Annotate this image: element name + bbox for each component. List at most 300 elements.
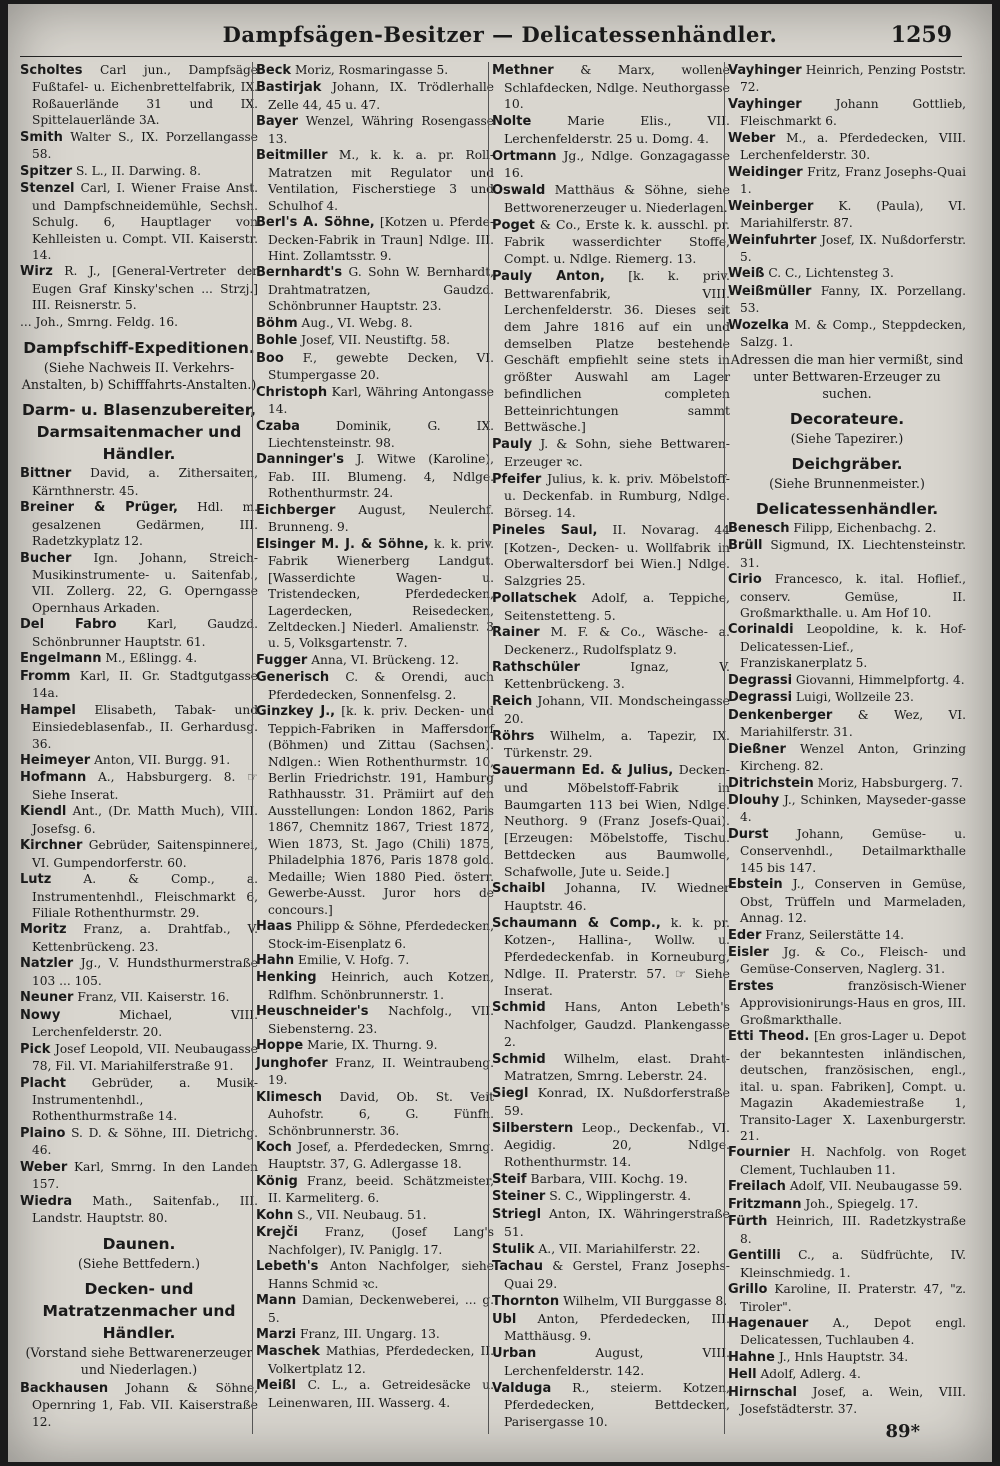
directory-entry [492, 436, 730, 470]
entry-name: Weidinger [728, 164, 803, 180]
entry-text: Anton, Pferdedecken, III. Matthäusg. 9. [504, 1310, 730, 1344]
entry-text: Carl, I. Wiener Fraise Anst. und Dampfschneidemühle, Sechsh. Schulg. 6, Hauptlager von Kehlleisten u. Compt. VII. Kaiserstr. 14. [32, 181, 259, 262]
directory-entry [20, 550, 258, 617]
entry-text: Moriz, Rosmaringasse 5. [294, 63, 449, 77]
directory-entry [256, 113, 494, 147]
entry-text: Josef Leopold, VII. Neubaugasse 78, Fil. VI. Mariahilferstraße 91. [32, 1041, 258, 1074]
directory-entry [492, 1293, 730, 1311]
entry-name: Wirz [20, 264, 53, 280]
entry-name: Kiendl [20, 804, 67, 820]
directory-entry [20, 803, 258, 837]
directory-entry [728, 198, 966, 232]
entry-name: Bittner [20, 466, 72, 482]
entry-name: Del Fabro [20, 617, 117, 633]
entry-name: Schaumann & Comp., [492, 915, 661, 931]
cross-reference-note: (Vorstand siehe Bettwarenerzeuger und Niederlagen.) [25, 1344, 253, 1377]
directory-entry [256, 1343, 494, 1377]
entry-name: Freilach [728, 1179, 786, 1195]
entry-text: Luigi, Wollzeile 23. [795, 690, 914, 705]
entry-name: Corinaldi [728, 622, 794, 638]
entry-text: [En gros-Lager u. Depot der bekanntesten inländischen, deutschen, französischen, engl., ital. u. span. Fabriken], Compt. u. Magazin Akademiestraße 1, Transito-Lager X. Laxenburgerstr. 21. [740, 1029, 967, 1144]
entry-text: R., steierm. Kotzen, Pferdedecken, Bettdecken, Parisergasse 10. [504, 1379, 730, 1430]
entry-name: Hahn [256, 953, 295, 969]
entry-text: II. Novarag. 44 [Kotzen-, Decken- u. Wollfabrik in Oberwaltersdorf bei Wien.] Ndlge. Salzgries 25. [504, 521, 730, 589]
directory-entry [728, 826, 966, 876]
entry-name: Hofmann [20, 770, 87, 786]
entry-name: Berl's A. Söhne, [256, 215, 375, 231]
directory-entry [728, 520, 966, 537]
entry-name: Dlouhy [728, 792, 780, 808]
entry-text: Johann, IX. Trödlerhalle Zelle 44, 45 u. 47. [268, 80, 494, 112]
directory-entry [728, 1028, 966, 1144]
entry-text: Anton, VII. Burgg. 91. [94, 752, 231, 767]
directory-entry [492, 1311, 730, 1345]
entry-name: Placht [20, 1075, 66, 1091]
entry-name: Erstes [728, 978, 774, 994]
entry-name: Nolte [492, 114, 532, 130]
signature-mark: 89* [885, 1421, 920, 1442]
entry-name: Maschek [256, 1344, 320, 1360]
entry-name: Rathschüler [492, 659, 580, 675]
directory-entry [20, 702, 258, 752]
entry-text: Johanna, IV. Wiedner Hauptstr. 46. [504, 880, 730, 913]
entry-name: Elsinger M. J. & Söhne, [256, 536, 429, 552]
directory-entry [492, 762, 730, 880]
entry-text: & Gerstel, Franz Josephs-Quai 29. [504, 1258, 730, 1292]
entry-name: Haas [256, 919, 293, 935]
entry-text: Ignaz, V. Kettenbrückeng. 3. [504, 658, 730, 692]
entry-name: Neuner [20, 990, 74, 1006]
entry-name: Eder [728, 927, 762, 943]
directory-entry [256, 1207, 494, 1224]
entry-name: Poget [492, 217, 535, 233]
entry-name: Beck [256, 63, 292, 78]
entry-text: S. C., Wipplingerstr. 4. [549, 1188, 692, 1204]
directory-entry [20, 1193, 258, 1227]
directory-entry [20, 1041, 258, 1075]
entry-text: J., Conserven in Gemüse, Obst, Trüffeln und Marmeladen, Annag. 12. [740, 877, 966, 926]
directory-entry [20, 616, 258, 650]
directory-entry [728, 571, 966, 621]
entry-text: Gebrüder, Saitenspinnerei, VI. Gumpendorferstr. 60. [32, 838, 258, 870]
entry-text: Heinrich, auch Kotzen, Rdlfhm. Schönbrunnerstr. 1. [268, 970, 494, 1002]
entry-text: Joh., Spiegelg. 17. [805, 1196, 919, 1211]
directory-entry [256, 1055, 494, 1089]
directory-entry [492, 1258, 730, 1292]
entry-name: Pick [20, 1041, 51, 1057]
entry-text: M., a. Pferdedecken, VIII. Lerchenfelderstr. 30. [740, 130, 966, 163]
directory-entry [728, 927, 966, 944]
section-heading: Deichgräber. [791, 454, 903, 473]
entry-text: Karl, Gaudzd. Schönbrunner Hauptstr. 61. [32, 617, 258, 649]
directory-entry [492, 268, 730, 436]
directory-entry [728, 1196, 966, 1213]
entry-name: Gentilli [728, 1248, 781, 1264]
entry-name: Bernhardt's [256, 265, 343, 281]
entry-name: Degrassi [728, 690, 793, 706]
cross-reference-note: (Siehe Nachweis II. Verkehrs-Anstalten, b) Schifffahrts-Anstalten.) [21, 360, 257, 393]
directory-entry [728, 707, 966, 741]
entry-name: Fugger [256, 652, 308, 668]
entry-text: Anton, IX. Währingerstraße 51. [504, 1206, 730, 1239]
directory-entry [256, 1377, 494, 1411]
header-rule [20, 56, 962, 57]
entry-name: Oswald [492, 183, 546, 199]
directory-entry [256, 1173, 494, 1207]
entry-name: Hahne [728, 1349, 775, 1365]
directory-entry [20, 1007, 258, 1041]
entry-text: Ant., (Dr. Matth Much), VIII. Josefsg. 6. [32, 804, 258, 836]
entry-text: K. (Paula), VI. Mariahilferstr. 87. [740, 198, 966, 231]
entry-text: G. Sohn W. Bernhardt, Drahtmatratzen, Gaudzd. Schönbrunner Hauptstr. 23. [268, 265, 495, 314]
entry-text: Francesco, k. ital. Hoflief., conserv. Gemüse, II. Großmarkthalle. u. Am Hof 10. [740, 572, 966, 620]
entry-name: Vayhinger [728, 63, 802, 78]
directory-entry [492, 659, 730, 693]
directory-entry [728, 317, 966, 351]
entry-text: Karl, II. Gr. Stadtgutgasse 14a. [32, 668, 259, 701]
directory-entry [728, 1247, 966, 1281]
entry-text: Jg., V. Hundsthurmerstraße 103 ... 105. [32, 956, 259, 988]
directory-entry [492, 1188, 730, 1206]
entry-text: Ign. Johann, Streich-Musikinstrumente- u. Saitenfab., VII. Zollerg. 22, G. Operngasse Opernhaus Arkaden. [32, 550, 258, 615]
column-divider [724, 62, 725, 1434]
entry-name: Hoppe [256, 1038, 304, 1054]
entry-name: Ubl [492, 1311, 517, 1327]
entry-name: Vayhinger [728, 96, 802, 112]
directory-entry [728, 130, 966, 164]
entry-name: Reich [492, 694, 533, 710]
directory-entry [256, 350, 494, 384]
entry-name: Heuschneider's [256, 1004, 369, 1020]
entry-name: Mann [256, 1293, 297, 1309]
entry-name: Heimeyer [20, 752, 91, 768]
entry-name: Bastirjak [256, 80, 322, 96]
entry-name: Klimesch [256, 1089, 323, 1105]
entry-text: Giovanni, Himmelpfortg. 4. [795, 672, 965, 687]
entry-name: Lutz [20, 872, 52, 888]
directory-entry [256, 451, 494, 501]
entry-text: Wilhelm, elast. Draht-Matratzen, Smrng. Leberstr. 24. [504, 1050, 730, 1084]
directory-entry [20, 837, 258, 871]
entry-name: Böhm [256, 315, 298, 331]
entry-name: Bayer [256, 114, 298, 130]
section-heading: Darm- u. Blasenzubereiter, Darmsaitenmacher und Händler. [22, 401, 256, 464]
directory-entry [20, 314, 258, 331]
entry-name: Moritz [20, 922, 67, 938]
directory-entry [20, 129, 258, 163]
cross-reference-note: (Siehe Brunnenmeister.) [769, 475, 925, 491]
directory-entry [728, 876, 966, 926]
entry-text: Josef, a. Pferdedecken, Smrng. Hauptstr. 37, G. Adlergasse 18. [268, 1140, 494, 1172]
directory-entry [256, 1258, 494, 1292]
entry-text: David, Ob. St. Veit Auhofstr. 6, G. Fünfh. Schönbrunnerstr. 36. [268, 1089, 494, 1138]
entry-text: M. F. & Co., Wäsche- a. Deckenerz., Rudolfsplatz 9. [504, 624, 730, 657]
directory-entry [728, 672, 966, 689]
entry-name: Stulik [492, 1241, 535, 1257]
entry-text: J. Witwe (Karoline), Fab. III. Blumeng. 4, Ndlge. Rothenthurmstr. 24. [268, 452, 495, 501]
section-heading: Daunen. [102, 1234, 176, 1253]
entry-name: Spitzer [20, 163, 73, 179]
entry-name: Beitmiller [256, 148, 328, 164]
directory-entry [20, 752, 258, 769]
entry-name: Pauly Anton, [492, 268, 605, 284]
entry-text: Josef, a. Wein, VIII. Josefstädterstr. 37. [740, 1384, 966, 1417]
entry-text: Jg. & Co., Fleisch- und Gemüse-Conserven, Naglerg. 31. [740, 945, 967, 977]
entry-text: Johann & Söhne, Opernring 1, Fab. VII. Kaiserstraße 12. [32, 1380, 259, 1429]
entry-name: Weinberger [728, 198, 814, 214]
section-heading: Decken- und Matratzenmacher und Händler. [42, 1279, 236, 1342]
entry-text: & Marx, wollene Schlafdecken, Ndlge. Neuthorgasse 10. [504, 62, 730, 112]
directory-entry [492, 880, 730, 914]
entry-text: Wenzel Anton, Grinzing Kircheng. 82. [740, 741, 967, 774]
entry-name: Valduga [492, 1380, 552, 1396]
directory-entry [20, 263, 258, 313]
entry-text: Math., Saitenfab., III. Landstr. Hauptstr. 80. [32, 1193, 259, 1226]
entry-name: Wiedra [20, 1193, 73, 1209]
directory-entry [492, 1345, 730, 1379]
directory-entry [20, 499, 258, 549]
directory-entry [256, 703, 494, 918]
entry-text: Heinrich, Penzing Poststr. 72. [740, 63, 966, 95]
directory-entry [256, 669, 494, 703]
entry-name: Bucher [20, 550, 72, 566]
directory-entry [256, 147, 494, 214]
entry-name: Sauermann Ed. & Julius, [492, 763, 674, 779]
entry-name: Steif [492, 1171, 527, 1187]
directory-entry [492, 1120, 730, 1171]
directory-entry [728, 1315, 966, 1349]
directory-entry [492, 915, 730, 1000]
entry-name: Hell [728, 1367, 757, 1383]
directory-entry [728, 978, 966, 1028]
entry-name: Marzi [256, 1326, 297, 1342]
entry-name: Danninger's [256, 452, 345, 468]
directory-entry [256, 1089, 494, 1139]
directory-entry [728, 1349, 966, 1366]
directory-entry [256, 502, 494, 536]
directory-entry [728, 164, 966, 198]
directory-entry [256, 969, 494, 1003]
directory-entry [728, 792, 966, 826]
directory-entry [256, 652, 494, 669]
entry-text: J., Hnls Hauptstr. 34. [778, 1349, 909, 1364]
entry-text: M. & Comp., Steppdecken, Salzg. 1. [740, 317, 966, 350]
directory-entry [20, 989, 258, 1006]
entry-name: Rainer [492, 625, 540, 641]
column-divider [252, 62, 253, 1434]
entry-text: Matthäus & Söhne, siehe Bettworenerzeuger u. Niederlagen. [504, 182, 730, 215]
directory-entry [256, 1292, 494, 1326]
directory-entry [20, 180, 258, 263]
directory-entry [492, 1085, 730, 1119]
entry-text: Franz, beeid. Schätzmeister, II. Karmeliterg. 6. [268, 1173, 494, 1206]
directory-entry [492, 999, 730, 1050]
entry-name: Brüll [728, 538, 763, 554]
entry-name: Natzler [20, 956, 74, 972]
entry-name: Weber [728, 130, 776, 146]
column-3 [492, 62, 730, 1431]
directory-entry [256, 384, 494, 418]
entry-name: Grillo [728, 1282, 768, 1298]
entry-name: Steiner [492, 1189, 546, 1205]
section-heading: Dampfschiff-Expeditionen. [23, 339, 255, 358]
entry-name: Backhausen [20, 1380, 109, 1396]
entry-name: Nowy [20, 1007, 61, 1023]
entry-text: A., Depot engl. Delicatessen, Tuchlauben 4. [740, 1316, 966, 1348]
entry-name: Stenzel [20, 181, 75, 197]
entry-text: Adolf, Adlerg. 4. [760, 1367, 861, 1382]
entry-text: Leop., Deckenfab., VI. Aegidig. 20, Ndlge. Rothenthurmstr. 14. [504, 1119, 730, 1169]
entry-text: Anna, VI. Brückeng. 12. [311, 652, 459, 667]
entry-name: Durst [728, 826, 769, 842]
directory-entry [20, 769, 258, 803]
directory-entry [256, 1037, 494, 1054]
directory-entry [728, 741, 966, 775]
entry-name: Fromm [20, 668, 71, 684]
entry-name: Röhrs [492, 728, 535, 744]
entry-text: S., VII. Neubaug. 51. [297, 1207, 427, 1222]
entry-name: Thornton [492, 1293, 560, 1309]
entry-text: Elisabeth, Tabak- und Einsiedeblasenfab., II. Gerhardusg. 36. [32, 702, 258, 751]
directory-entry [728, 62, 966, 96]
directory-entry [728, 537, 966, 571]
entry-text: Michael, VIII. Lerchenfelderstr. 20. [32, 1007, 258, 1040]
entry-name: Weinfuhrter [728, 232, 817, 248]
entry-name: Christoph [256, 384, 328, 400]
entry-text: J. & Sohn, siehe Bettwaren-Erzeuger ꝛc. [504, 436, 730, 469]
entry-name: Fournier [728, 1145, 790, 1161]
directory-entry [20, 955, 258, 989]
cross-reference-note: (Siehe Tapezirer.) [790, 430, 904, 446]
entry-text: Franz, (Josef Lang's Nachfolger), IV. Paniglg. 17. [268, 1225, 494, 1257]
directory-entry [20, 1159, 258, 1193]
entry-text: Aug., VI. Webg. 8. [301, 315, 413, 330]
entry-name: Siegl [492, 1086, 529, 1102]
directory-entry [256, 79, 494, 113]
entry-text: Dominik, G. IX. Liechtensteinstr. 98. [268, 418, 495, 450]
entry-text: Wilhelm, VII Burggasse 8. [563, 1292, 728, 1308]
entry-name: Hirnschal [728, 1384, 797, 1400]
entry-name: Generisch [256, 670, 330, 686]
entry-text: [k. k. priv. Bettwarenfabrik, VIII. Lerchenfelderstr. 36. Dieses seit dem Jahre 1816 auf ein und demselben Platze bestehende Geschäft empfiehlt seine stets in größter Auswahl am Lager befindlichen completen Betteinrichtungen sammt Bettwäsche.] [504, 267, 730, 435]
entry-text: Johann, Gemüse- u. Conservenhdl., Detailmarkthalle 145 bis 147. [740, 826, 967, 875]
entry-name: Ebstein [728, 877, 783, 893]
directory-entry [492, 728, 730, 762]
entry-text: Konrad, IX. Nußdorferstraße 59. [504, 1085, 730, 1118]
column-1 [20, 62, 258, 1430]
entry-text: Gebrüder, a. Musik-Instrumentenhdl., Rothenthurmstraße 14. [32, 1075, 258, 1124]
entry-text: französisch-Wiener Approvisionirungs-Haus en gros, III. Großmarkthalle. [740, 978, 966, 1027]
directory-entry [256, 418, 494, 452]
entry-name: Weber [20, 1159, 68, 1175]
directory-entry [728, 689, 966, 706]
directory-entry [20, 465, 258, 499]
entry-name: Tachau [492, 1259, 543, 1275]
directory-entry [492, 522, 730, 590]
entry-name: Smith [20, 129, 63, 145]
section-heading: Delicatessenhändler. [755, 499, 939, 518]
entry-name: Pauly [492, 437, 533, 453]
entry-name: Breiner & Prüger, [20, 500, 178, 516]
directory-entry [728, 1213, 966, 1247]
entry-name: Weiß [728, 266, 765, 282]
entry-text: Johann Gottlieb, Fleischmarkt 6. [740, 96, 967, 129]
entry-text: Mathias, Pferdedecken, II. Volkertplatz 12. [268, 1344, 494, 1376]
entry-text: Sigmund, IX. Liechtensteinstr. 31. [740, 538, 967, 570]
entry-text: Franz, Seilerstätte 14. [765, 927, 904, 942]
entry-text: & Wez, VI. Mariahilferstr. 31. [740, 707, 966, 740]
entry-text: Hdl. m. gesalzenen Gedärmen, III. Radetzkyplatz 12. [32, 500, 258, 549]
entry-name: Hampel [20, 702, 76, 718]
entry-text: Decken- und Möbelstoff-Fabrik in Baumgarten 113 bei Wien, Ndlge. Neuthorg. 9 (Franz Josefs-Quai). [Erzeugen: Möbelstoffe, Tischu. Bettdecken aus Baumwolle, Schafwolle, Jute u. Seide.] [504, 762, 730, 879]
entry-text: C. & Orendi, auch Pferdedecken, Sonnenfelsg. 2. [268, 670, 495, 702]
entry-text: Franz, VII. Kaiserstr. 16. [77, 990, 230, 1005]
entry-text: Fritz, Franz Josephs-Quai 1. [740, 164, 966, 197]
directory-entry [20, 668, 258, 702]
entry-name: Degrassi [728, 672, 793, 688]
page-title: Dampfsägen-Besitzer — Delicatessenhändler. [222, 22, 778, 47]
entry-text: August, VIII. Lerchenfelderstr. 142. [504, 1345, 730, 1378]
entry-text: Walter S., IX. Porzellangasse 58. [32, 129, 259, 162]
entry-text: Carl jun., Dampfsäge Fußtafel- u. Eichenbrettelfabrik, IX. Roßauerlände 31 und IX. Spittelauerlände 3A. [32, 63, 259, 128]
entry-text: [k. k. priv. Decken- und Teppich-Fabriken in Maffersdorf (Böhmen) und Zittau (Sachsen). Ndlgen.: Wien Rothenthurmstr. 10, Berlin Friedrichstr. 191, Hamburg Rathhausstr. 31. Prämiirt auf den Ausstellungen: London 1862, Paris 1867, Chemnitz 1867, Triest 1872, Wien 1873, St. Jago (Chili) 1875, Philadelphia 1876, Paris 1878 gold. Medaille; Wien 1880 Pied. österr. Gewerbe-Ausst. Juror hors de concours.] [268, 704, 495, 917]
entry-text: Heinrich, III. Radetzkystraße 8. [740, 1214, 967, 1246]
entry-name: Etti Theod. [728, 1029, 810, 1045]
directory-entry [728, 232, 966, 266]
entry-text: Nachfolg., VII. Siebensterng. 23. [268, 1004, 494, 1036]
directory-entry [20, 62, 258, 129]
directory-entry [728, 944, 966, 978]
entry-name: Kohn [256, 1207, 294, 1223]
entry-text: C. C., Lichtensteg 3. [768, 266, 894, 281]
entry-name: Schmid [492, 1000, 546, 1016]
entry-text: Franz, III. Ungarg. 13. [300, 1326, 440, 1341]
entry-name: Schaibl [492, 881, 546, 897]
entry-text: Karl, Smrng. In den Landen 157. [32, 1159, 259, 1192]
directory-entry [256, 1003, 494, 1037]
directory-entry [256, 952, 494, 969]
entry-text: k. k. priv. Fabrik Wienerberg Landgut. [Wasserdichte Wagen- u. Tristendecken, Pferdedecken, Lagerdecken, Reisedecken, Zeltdecken.] Niederl. Amalienstr. 3 u. 5, Volksgartenstr. 7. [268, 536, 495, 651]
entry-text: Moriz, Habsburgerg. 7. [817, 775, 963, 790]
column-4 [728, 62, 966, 1418]
directory-entry [728, 265, 966, 282]
entry-text: Franz, a. Drahtfab., V. Kettenbrückeng. 23. [32, 922, 259, 954]
directory-entry [728, 1366, 966, 1383]
entry-text: S. L., II. Darwing. 8. [76, 163, 201, 178]
directory-entry [256, 315, 494, 332]
directory-entry [256, 918, 494, 952]
entry-name: Benesch [728, 520, 790, 536]
directory-entry [20, 650, 258, 667]
directory-entry [256, 1224, 494, 1258]
directory-entry [20, 1125, 258, 1159]
entry-name: Striegl [492, 1207, 542, 1223]
entry-name: König [256, 1173, 298, 1189]
entry-text: David, a. Zithersaiten, Kärnthnerstr. 45. [32, 466, 258, 498]
entry-text: Wenzel, Währing Rosengasse 13. [268, 114, 494, 146]
entry-text: Filipp, Eichenbachg. 2. [793, 520, 937, 535]
entry-text: A., Habsburgerg. 8. ☞ Siehe Inserat. [32, 770, 259, 802]
directory-entry [492, 624, 730, 658]
directory-entry [256, 536, 494, 652]
directory-entry [492, 1051, 730, 1085]
directory-page [8, 4, 992, 1462]
directory-entry [492, 590, 730, 624]
entry-text: Leopoldine, k. k. Hof-Delicatessen-Lief., Franziskanerplatz 5. [740, 622, 966, 671]
directory-entry [728, 1281, 966, 1315]
directory-entry [20, 163, 258, 180]
directory-entry [492, 471, 730, 522]
